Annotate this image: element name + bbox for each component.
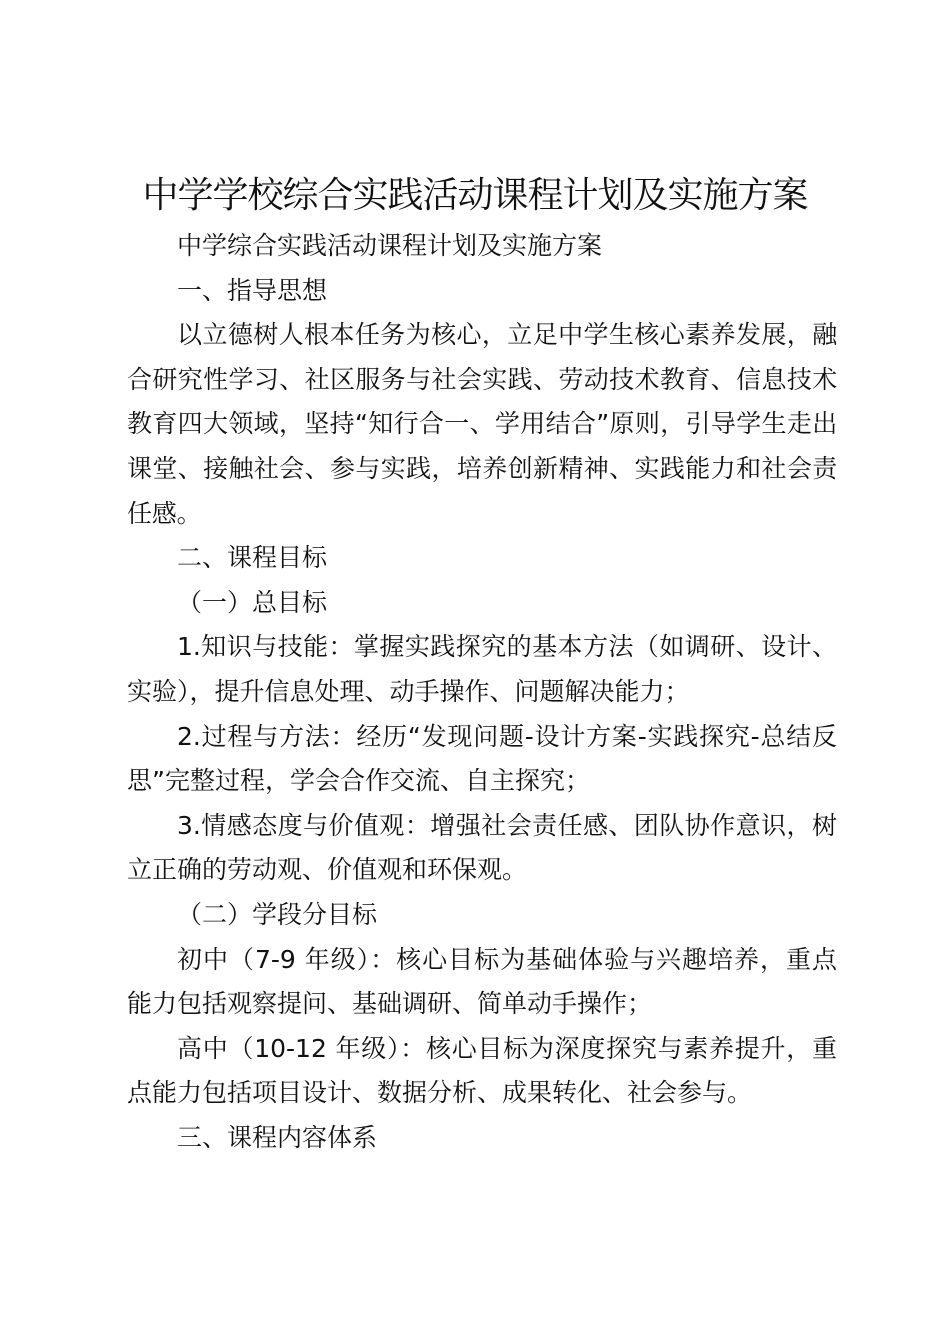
section-heading-course-goals: 二、课程目标 xyxy=(177,543,328,573)
goal-item-process-methods: 2.过程与方法：经历“发现问题-设计方案-实践探究-总结反思”完整过程，学会合作交流、自主探究； xyxy=(127,721,837,796)
subheading-overall-goals: （一）总目标 xyxy=(177,587,328,617)
section-heading-course-content: 三、课程内容体系 xyxy=(177,1122,378,1152)
document-body xyxy=(127,224,837,1160)
subtitle-paragraph: 中学综合实践活动课程计划及实施方案 xyxy=(177,231,603,260)
stage-goal-senior-high: 高中（10-12 年级）：核心目标为深度探究与素养提升，重点能力包括项目设计、数据分析、成果转化、社会参与。 xyxy=(127,1033,837,1108)
goal-item-attitudes-values: 3.情感态度与价值观：增强社会责任感、团队协作意识，树立正确的劳动观、价值观和环保观。 xyxy=(127,810,837,885)
stage-goal-junior-high: 初中（7-9 年级）：核心目标为基础体验与兴趣培养，重点能力包括观察提问、基础调研、简单动手操作； xyxy=(127,944,837,1019)
document-title: 中学学校综合实践活动课程计划及实施方案 xyxy=(142,175,808,216)
goal-item-knowledge-skills: 1.知识与技能：掌握实践探究的基本方法（如调研、设计、实验），提升信息处理、动手操作、问题解决能力； xyxy=(127,632,837,706)
guiding-ideology-paragraph: 以立德树人根本任务为核心，立足中学生核心素养发展，融合研究性学习、社区服务与社会实践、劳动技术教育、信息技术教育四大领域，坚持“知行合一、学用结合”原则，引导学生走出课堂、接触社会、参与实践，培养创新精神、实践能力和社会责任感。 xyxy=(127,320,837,528)
subheading-stage-goals: （二）学段分目标 xyxy=(177,899,378,929)
section-heading-guiding-ideology: 一、指导思想 xyxy=(177,275,328,305)
